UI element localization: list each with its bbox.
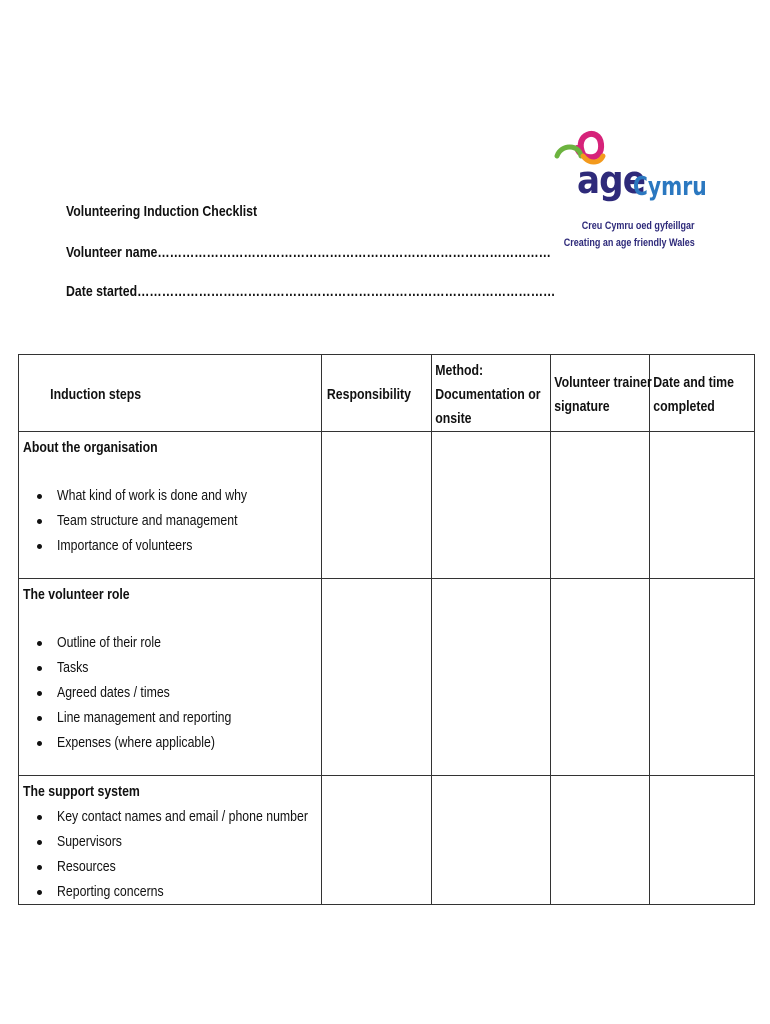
list-item: Team structure and management (19, 508, 321, 533)
induction-checklist-table (18, 354, 755, 905)
list-item: Line management and reporting (19, 705, 321, 730)
trainer-signature-cell[interactable] (551, 432, 650, 579)
responsibility-cell[interactable] (322, 776, 432, 905)
age-cymru-logo (553, 126, 713, 256)
header-date-completed (650, 355, 755, 432)
bullet-icon (37, 519, 42, 524)
responsibility-cell[interactable] (322, 432, 432, 579)
logo-tagline-english: Creating an age friendly Wales (564, 237, 695, 249)
list-item: Expenses (where applicable) (19, 730, 321, 755)
list-item: Supervisors (19, 829, 321, 854)
table-row (19, 432, 755, 579)
list-item: Agreed dates / times (19, 680, 321, 705)
bullet-icon (37, 544, 42, 549)
header-induction-steps: Induction steps (19, 355, 322, 432)
logo-cymru-text: Cymru (633, 172, 707, 202)
bullet-icon (37, 494, 42, 499)
list-item: What kind of work is done and why (19, 483, 321, 508)
list-item: Importance of volunteers (19, 533, 321, 558)
bullet-icon (37, 741, 42, 746)
list-item: Tasks (19, 655, 321, 680)
method-cell[interactable] (432, 432, 551, 579)
bullet-icon (37, 815, 42, 820)
logo-tagline-welsh: Creu Cymru oed gyfeillgar (582, 220, 695, 232)
logo-age-text: age (577, 158, 646, 202)
list-item: Resources (19, 854, 321, 879)
bullet-icon (37, 840, 42, 845)
header-date-line2: completed (653, 398, 715, 415)
header-responsibility: Responsibility (322, 355, 432, 432)
date-completed-cell[interactable] (650, 776, 755, 905)
date-completed-cell[interactable] (650, 579, 755, 776)
section-cell (19, 776, 322, 905)
header-method (432, 355, 551, 432)
section-cell (19, 432, 322, 579)
document-title: Volunteering Induction Checklist (66, 203, 258, 220)
header-trainer-signature (551, 355, 650, 432)
table-header-row (19, 355, 755, 432)
volunteer-name-field[interactable]: Volunteer name…………………………………………………………………………………… (66, 244, 551, 261)
method-cell[interactable] (432, 776, 551, 905)
method-cell[interactable] (432, 579, 551, 776)
bullet-icon (37, 865, 42, 870)
section-title: The support system (23, 783, 140, 800)
header-method-line3: onsite (435, 410, 472, 427)
date-completed-cell[interactable] (650, 432, 755, 579)
header-trainer-line1: Volunteer trainer (554, 374, 652, 391)
bullet-icon (37, 666, 42, 671)
list-item: Outline of their role (19, 630, 321, 655)
header-method-line1: Method: (435, 362, 484, 379)
header-method-line2: Documentation or (435, 386, 541, 403)
table-row (19, 579, 755, 776)
section-title: The volunteer role (23, 586, 130, 603)
header-date-line1: Date and time (653, 374, 734, 391)
responsibility-cell[interactable] (322, 579, 432, 776)
date-started-field[interactable]: Date started………………………………………………………………………………………… (66, 283, 556, 300)
table-row (19, 776, 755, 905)
trainer-signature-cell[interactable] (551, 579, 650, 776)
list-item: Key contact names and email / phone number (19, 804, 321, 829)
list-item: Reporting concerns (19, 879, 321, 904)
bullet-icon (37, 716, 42, 721)
bullet-icon (37, 890, 42, 895)
bullet-icon (37, 641, 42, 646)
trainer-signature-cell[interactable] (551, 776, 650, 905)
section-cell (19, 579, 322, 776)
bullet-icon (37, 691, 42, 696)
section-title: About the organisation (23, 439, 158, 456)
header-trainer-line2: signature (554, 398, 610, 415)
